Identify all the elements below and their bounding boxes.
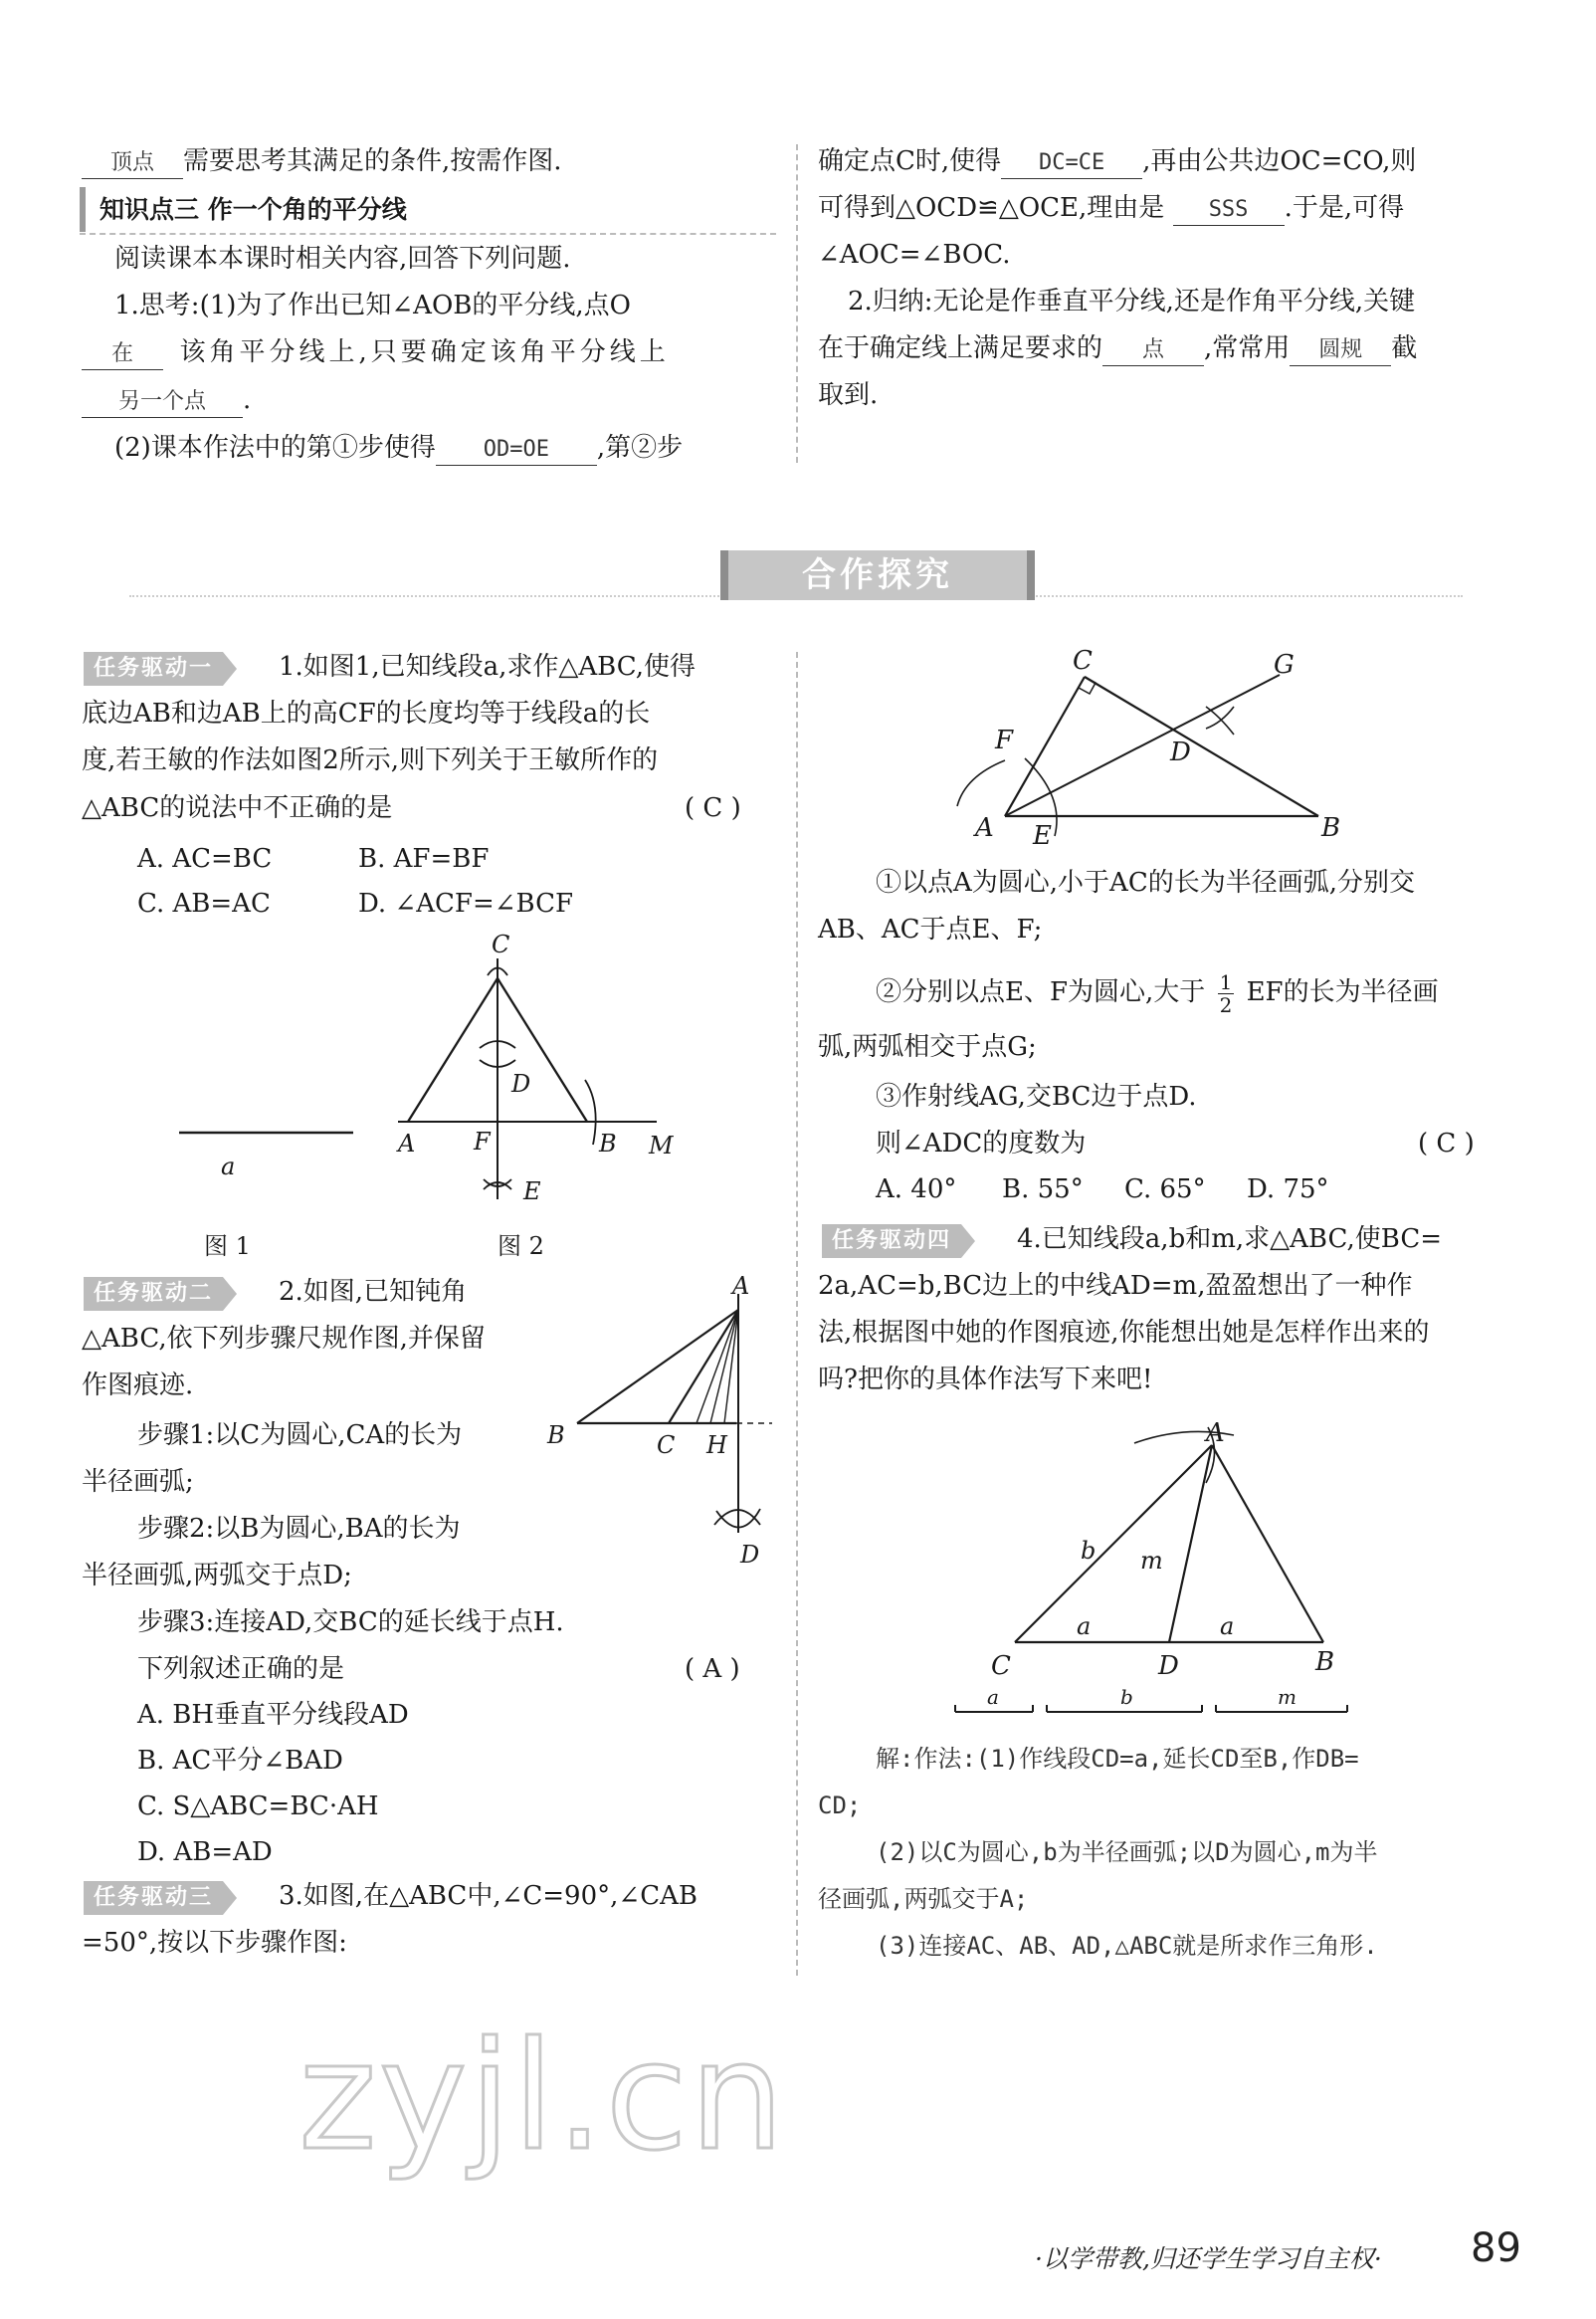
svg-text:G: G <box>1274 650 1295 680</box>
t1-line1: 1.如图1,已知线段a,求作△ABC,使得 <box>279 652 696 682</box>
q2-line: (2)课本作法中的第①步使得 OD=OE ,第②步 <box>114 426 683 471</box>
t1-line4: △ABC的说法中不正确的是 <box>82 793 393 823</box>
t3-option-d: D. 75° <box>1247 1174 1329 1204</box>
t4-solution-4: 径画弧,两弧交于A; <box>818 1885 1029 1913</box>
intro-text: 阅读课本本课时相关内容,回答下列问题. <box>114 244 571 274</box>
knowledge-point-title: 知识点三 作一个角的平分线 <box>80 187 407 232</box>
page-number: 89 <box>1471 2225 1521 2271</box>
svg-text:E: E <box>523 1177 541 1205</box>
svg-text:B: B <box>599 1130 617 1158</box>
t4-line1: 4.已知线段a,b和m,求△ABC,使BC= <box>1017 1224 1442 1254</box>
t3-step1b: AB、AC于点E、F; <box>818 915 1043 945</box>
t1-line2: 底边AB和边AB上的高CF的长度均等于线段a的长 <box>82 699 651 729</box>
t1-option-d: D. ∠ACF=∠BCF <box>358 889 574 919</box>
t1-option-b: B. AF=BF <box>358 844 490 874</box>
svg-text:C: C <box>991 1651 1011 1681</box>
blank-compass: 圆规 <box>1290 335 1391 366</box>
kp-divider <box>80 233 776 235</box>
figure-task2 <box>537 1264 786 1582</box>
t3-line2: =50°,按以下步骤作图: <box>82 1928 347 1958</box>
column-divider-main <box>796 652 798 1976</box>
t1-answer: ( C ) <box>685 793 741 823</box>
top-line1: 顶点 需要思考其满足的条件,按需作图. <box>82 139 562 184</box>
svg-text:F: F <box>995 726 1014 755</box>
t2-option-d: D. AB=AD <box>137 1837 273 1867</box>
svg-text:A: A <box>732 1272 750 1300</box>
figure-task3 <box>945 637 1341 856</box>
svg-text:A: A <box>1206 1418 1225 1448</box>
t3-option-c: C. 65° <box>1124 1174 1206 1204</box>
label-a: a <box>221 1153 236 1180</box>
figure2-caption: 图 2 <box>498 1232 544 1260</box>
t2-option-b: B. AC平分∠BAD <box>137 1746 343 1776</box>
svg-text:D: D <box>511 1070 531 1098</box>
t3-option-a: A. 40° <box>876 1174 957 1204</box>
t3-question: 则∠ADC的度数为 <box>876 1129 1087 1159</box>
blank-vertex: 顶点 <box>82 148 183 179</box>
svg-text:D: D <box>740 1541 760 1569</box>
svg-text:A: A <box>975 813 994 843</box>
svg-text:D: D <box>1158 1651 1179 1681</box>
t2-answer: ( A ) <box>685 1654 740 1684</box>
t3-step3: ③作射线AG,交BC边于点D. <box>876 1082 1197 1112</box>
r-line5: 在于确定线上满足要求的 点 ,常常用 圆规 截 <box>818 326 1417 371</box>
blank-dc-ce: DC=CE <box>1001 148 1142 179</box>
t2-line2: △ABC,依下列步骤尺规作图,并保留 <box>82 1324 486 1354</box>
svg-text:a: a <box>1077 1612 1092 1640</box>
r-line2: 可得到△OCD≌△OCE,理由是 SSS .于是,可得 <box>818 186 1404 231</box>
t2-line3: 作图痕迹. <box>82 1370 194 1400</box>
t1-option-c: C. AB=AC <box>137 889 271 919</box>
svg-text:a: a <box>987 1685 999 1709</box>
t3-line1: 3.如图,在△ABC中,∠C=90°,∠CAB <box>279 1881 698 1911</box>
blank-sss: SSS <box>1173 195 1285 226</box>
figure1-segment <box>169 1115 368 1194</box>
t4-solution-1: 解:作法:(1)作线段CD=a,延长CD至B,作DB= <box>876 1745 1359 1773</box>
figure-task4 <box>945 1413 1363 1732</box>
svg-text:C: C <box>657 1431 676 1459</box>
blank-od-oe: OD=OE <box>436 435 597 466</box>
t3-step1a: ①以点A为圆心,小于AC的长为半径画弧,分别交 <box>876 868 1415 898</box>
t2-option-c: C. S△ABC=BC·AH <box>137 1792 379 1821</box>
svg-text:D: D <box>1170 738 1191 767</box>
svg-text:C: C <box>1073 646 1093 676</box>
svg-text:C: C <box>492 931 510 958</box>
svg-text:M: M <box>649 1132 674 1160</box>
blank-point: 点 <box>1102 335 1204 366</box>
svg-text:b: b <box>1120 1685 1133 1709</box>
tag-task1: 任务驱动一 <box>84 652 223 686</box>
svg-text:B: B <box>1315 1647 1335 1677</box>
t2-step3: 步骤3:连接AD,交BC的延长线于点H. <box>137 1607 564 1637</box>
figure2-triangle <box>388 931 706 1209</box>
svg-text:a: a <box>1220 1612 1235 1640</box>
t4-solution-5: (3)连接AC、AB、AD,△ABC就是所求作三角形. <box>876 1932 1378 1960</box>
section-title: 合作探究 <box>802 555 953 595</box>
t4-solution-3: (2)以C为圆心,b为半径画弧;以D为圆心,m为半 <box>876 1838 1378 1866</box>
r-line6: 取到. <box>818 380 879 410</box>
svg-text:A: A <box>398 1130 416 1158</box>
svg-text:F: F <box>474 1128 491 1156</box>
tag-task4: 任务驱动四 <box>822 1224 961 1258</box>
column-divider-top <box>796 144 798 463</box>
t2-step1b: 半径画弧; <box>82 1467 194 1497</box>
blank-on: 在 <box>82 339 163 370</box>
tag-task2: 任务驱动二 <box>84 1277 223 1311</box>
t2-step1a: 步骤1:以C为圆心,CA的长为 <box>137 1420 463 1450</box>
t3-step2a: ②分别以点E、F为圆心,大于 $\frac{1}{2}$ EF的长为半径画 <box>876 969 1439 1017</box>
t4-line3: 法,根据图中她的作图痕迹,你能想出她是怎样作出来的 <box>818 1318 1430 1348</box>
svg-text:m: m <box>1140 1547 1163 1575</box>
t2-question: 下列叙述正确的是 <box>137 1654 345 1684</box>
r-line3: ∠AOC=∠BOC. <box>818 240 1011 270</box>
q1-line2: 在 该角平分线上,只要确定该角平分线上 <box>82 330 670 375</box>
svg-text:B: B <box>547 1421 565 1449</box>
t3-option-b: B. 55° <box>1002 1174 1084 1204</box>
t4-line2: 2a,AC=b,BC边上的中线AD=m,盈盈想出了一种作 <box>818 1271 1413 1301</box>
svg-text:m: m <box>1278 1685 1297 1709</box>
t1-line3: 度,若王敏的作法如图2所示,则下列关于王敏所作的 <box>82 745 659 775</box>
t2-step2a: 步骤2:以B为圆心,BA的长为 <box>137 1514 461 1544</box>
t3-answer: ( C ) <box>1418 1129 1475 1159</box>
q1-line1: 1.思考:(1)为了作出已知∠AOB的平分线,点O <box>114 291 631 320</box>
t4-solution-2: CD; <box>818 1792 862 1819</box>
blank-another-point: 另一个点 <box>82 387 243 418</box>
svg-text:H: H <box>706 1431 727 1459</box>
t4-line4: 吗?把你的具体作法写下来吧! <box>818 1365 1153 1394</box>
t3-step2c: 弧,两弧相交于点G; <box>818 1032 1037 1062</box>
t2-line1: 2.如图,已知钝角 <box>279 1277 468 1307</box>
section-banner <box>720 550 1035 600</box>
t1-option-a: A. AC=BC <box>137 844 273 874</box>
fraction-half: $\frac{1}{2}$ <box>1219 969 1233 1017</box>
q1-line3: 另一个点 . <box>82 378 251 423</box>
tag-task3: 任务驱动三 <box>84 1881 223 1915</box>
r-line1: 确定点C时,使得 DC=CE ,再由公共边OC=CO,则 <box>818 139 1416 184</box>
r-line4: 2.归纳:无论是作垂直平分线,还是作角平分线,关键 <box>848 287 1416 316</box>
svg-text:E: E <box>1033 821 1052 851</box>
t2-option-a: A. BH垂直平分线段AD <box>137 1700 409 1730</box>
svg-text:b: b <box>1081 1537 1097 1565</box>
footer-slogan: ·以学带教,归还学生学习自主权· <box>1035 2244 1382 2273</box>
watermark: zyjl.cn <box>299 2010 787 2184</box>
t2-step2b: 半径画弧,两弧交于点D; <box>82 1561 352 1590</box>
svg-text:B: B <box>1321 813 1341 843</box>
figure1-caption: 图 1 <box>204 1232 251 1260</box>
